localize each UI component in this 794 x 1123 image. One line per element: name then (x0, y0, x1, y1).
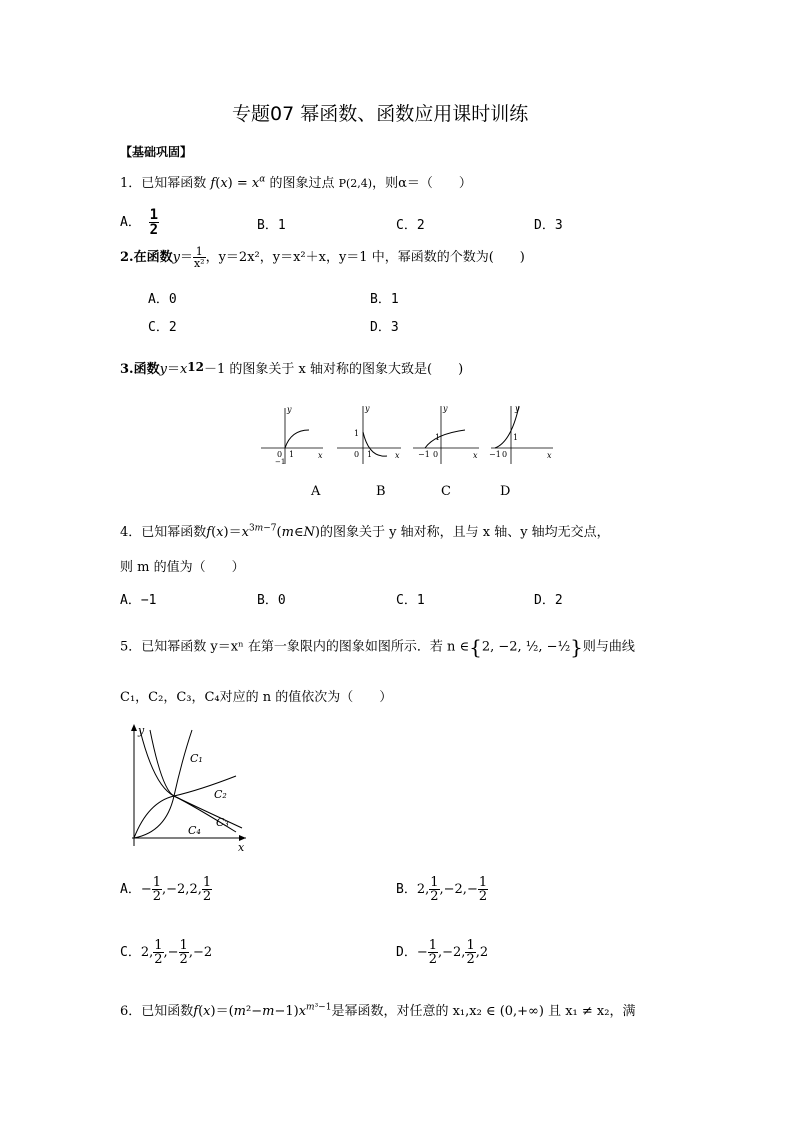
q2-option-d[interactable]: D．3 (370, 320, 399, 335)
question-1-mid: 的图象过点 (269, 176, 335, 191)
q5-curve-c4: C₄ (188, 824, 201, 837)
svg-text:−1: −1 (489, 450, 501, 459)
q1-option-d[interactable]: D．3 (534, 218, 563, 233)
svg-text:x: x (473, 451, 478, 460)
section-heading: 【基础巩固】 (120, 145, 193, 159)
q3-label-b[interactable]: B (376, 484, 386, 499)
q3-label-d[interactable]: D (500, 484, 511, 499)
svg-text:0: 0 (277, 450, 283, 459)
q3-label-c[interactable]: C (441, 484, 451, 499)
q5-option-c[interactable]: C．2, $\frac{1}{2}$ ,− $\frac{1}{2}$ ,−2 (120, 938, 213, 967)
question-6: 6．已知函数$f(x)=(m^2-m-1)x^{m^3-1}$是幂函数，对任意的 x₁,x₂ ∈ (0,+∞) 且 x₁ ≠ x₂，满 (120, 1002, 636, 1019)
q3-graphs (255, 402, 555, 468)
question-4: 4．已知幂函数$f(x)=x^{3m-7}(m\in N)$的图象关于 y 轴对称，且与 x 轴、y 轴均无交点， (120, 523, 610, 540)
svg-text:x: x (395, 451, 400, 460)
q3-label-a[interactable]: A (311, 484, 321, 499)
svg-text:1: 1 (435, 433, 441, 442)
q5-option-b[interactable]: B．2, $\frac{1}{2}$ ,−2,− $\frac{1}{2}$ (396, 875, 488, 904)
q3-graph-b (337, 404, 401, 464)
svg-text:0: 0 (433, 450, 439, 459)
svg-text:1: 1 (367, 450, 373, 459)
question-5: 5．已知幂函数 y＝xⁿ 在第一象限内的图象如图所示．若 n ∈{2, −2, ½, −½}则与曲线 (120, 635, 635, 659)
q5-graph (118, 720, 248, 856)
svg-text:0: 0 (354, 450, 360, 459)
q3-graph-c (413, 404, 479, 464)
svg-text:−1: −1 (275, 458, 286, 466)
q2-option-a[interactable]: A．0 (148, 292, 177, 307)
q5-axis-x: x (238, 841, 245, 854)
svg-text:1: 1 (289, 450, 295, 459)
svg-text:0: 0 (502, 450, 508, 459)
q3-graph-a (261, 405, 323, 466)
question-1-suffix: ，则α＝（ ） (372, 176, 472, 191)
question-2: 2.在函数y＝ $\frac{1}{\text{x²}}$ ，y＝2x²，y＝x²＋x，y＝1 中，幂函数的个数为( ) (120, 245, 525, 270)
question-5-line-2: C₁，C₂，C₃，C₄对应的 n 的值依次为（ ） (120, 690, 393, 705)
q2-option-c[interactable]: C．2 (148, 320, 177, 335)
question-1-point: P(2,4) (338, 177, 373, 190)
svg-text:1: 1 (354, 429, 360, 438)
q5-set: 2, −2, ½, −½ (481, 639, 571, 655)
question-3: 3.函数y＝x12－1 的图象关于 x 轴对称的图象大致是( ) (120, 360, 464, 377)
question-1-prefix: 1．已知幂函数 (120, 176, 207, 191)
q5-option-a[interactable]: A．− $\frac{1}{2}$ ,−2,2, $\frac{1}{2}$ (120, 875, 212, 904)
q5-curve-c1: C₁ (190, 752, 203, 765)
svg-text:x: x (547, 451, 552, 460)
q2-option-b[interactable]: B．1 (370, 292, 399, 307)
q1-option-c[interactable]: C．2 (396, 218, 425, 233)
q4-option-a[interactable]: A．−1 (120, 593, 157, 608)
question-4-line-2: 则 m 的值为（ ） (120, 560, 245, 575)
q1-option-a[interactable]: A． $\frac{1}{2}$ (120, 207, 159, 238)
q4-option-d[interactable]: D．2 (534, 593, 563, 608)
svg-text:y: y (365, 404, 370, 413)
q5-curve-c3: C₃ (216, 816, 229, 829)
svg-text:y: y (287, 405, 292, 414)
q1-option-b[interactable]: B．1 (257, 218, 286, 233)
svg-text:y: y (443, 404, 448, 413)
q5-option-d[interactable]: D．− $\frac{1}{2}$ ,−2, $\frac{1}{2}$ ,2 (396, 938, 489, 967)
svg-text:−1: −1 (418, 450, 430, 459)
svg-text:y: y (515, 404, 520, 413)
q4-option-b[interactable]: B．0 (257, 593, 286, 608)
svg-text:x: x (318, 451, 323, 460)
question-1: 1．已知幂函数 $f(x) = x^\alpha$ 的图象过点 P(2,4)，则α＝（ ） (120, 174, 472, 191)
q4-option-c[interactable]: C．1 (396, 593, 425, 608)
q1-option-a-fraction: $\frac{1}{2}$ (149, 207, 159, 238)
svg-text:1: 1 (513, 433, 519, 442)
q5-curve-c2: C₂ (214, 788, 227, 801)
q5-axis-y: y (138, 724, 145, 737)
page-title: 专题07 幂函数、函数应用课时训练 (232, 103, 529, 125)
q3-graph-d (489, 404, 553, 464)
